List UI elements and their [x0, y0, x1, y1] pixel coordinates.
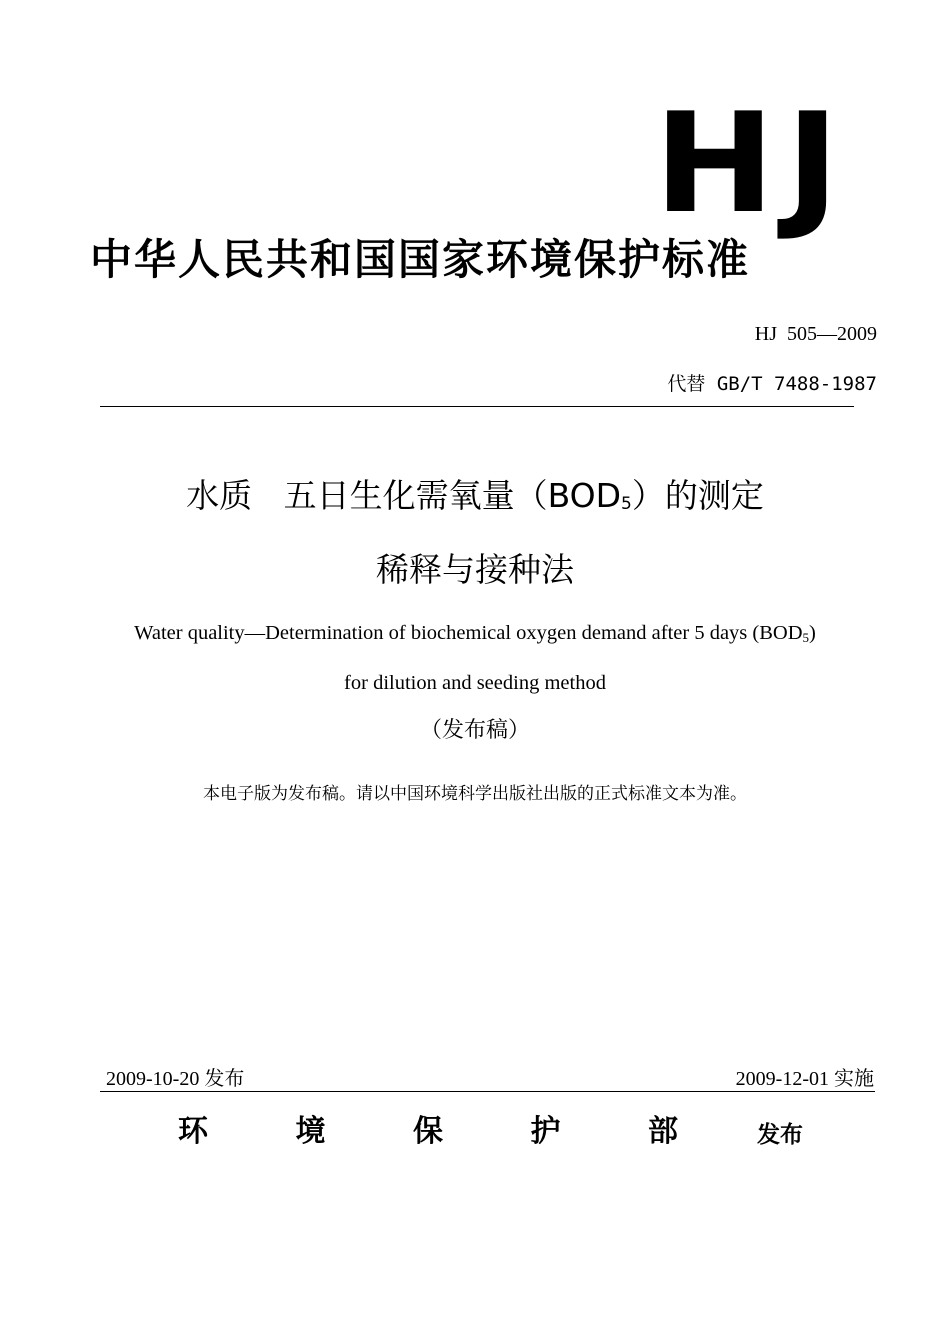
effective-date: 2009-12-01 实施 — [735, 1068, 874, 1090]
chinese-title-line-1 — [0, 474, 950, 526]
header-divider — [100, 406, 854, 407]
issuer-char: 境 — [295, 1114, 326, 1149]
replaces-standard: 代替 GB/T 7488-1987 — [667, 373, 877, 395]
chinese-title-line-2: 稀释与接种法 — [376, 550, 574, 589]
chinese-title-prefix: 水质 五日生化需氧量（BOD — [186, 476, 622, 515]
edition-notice: 本电子版为发布稿。请以中国环境科学出版社出版的正式标准文本为准。 — [203, 784, 747, 804]
chinese-title-subscript: 5 — [621, 494, 632, 514]
english-title-line-2: for dilution and seeding method — [344, 672, 606, 694]
chinese-title-suffix: ）的测定 — [631, 476, 764, 515]
issuer-char: 环 — [178, 1114, 208, 1149]
issuing-authority — [178, 1112, 678, 1152]
issuer-char: 护 — [530, 1114, 561, 1149]
draft-label: （发布稿） — [419, 718, 530, 743]
english-title-line-1 — [0, 620, 950, 651]
issuer-char: 部 — [648, 1114, 678, 1149]
hj-logo: HJ — [653, 83, 850, 244]
issuer-char: 保 — [413, 1114, 443, 1149]
issue-date: 2009-10-20 发布 — [106, 1068, 245, 1090]
national-standard-title: 中华人民共和国国家环境保护标准 — [90, 235, 751, 284]
english-title-prefix: Water quality—Determination of biochemical oxygen demand after 5 days (BOD — [134, 622, 803, 644]
footer-divider — [100, 1091, 875, 1092]
standard-number: HJ 505—2009 — [754, 323, 877, 345]
english-title-suffix: ) — [809, 622, 816, 644]
english-title-subscript: 5 — [802, 630, 810, 645]
issuer-action: 发布 — [757, 1122, 803, 1148]
